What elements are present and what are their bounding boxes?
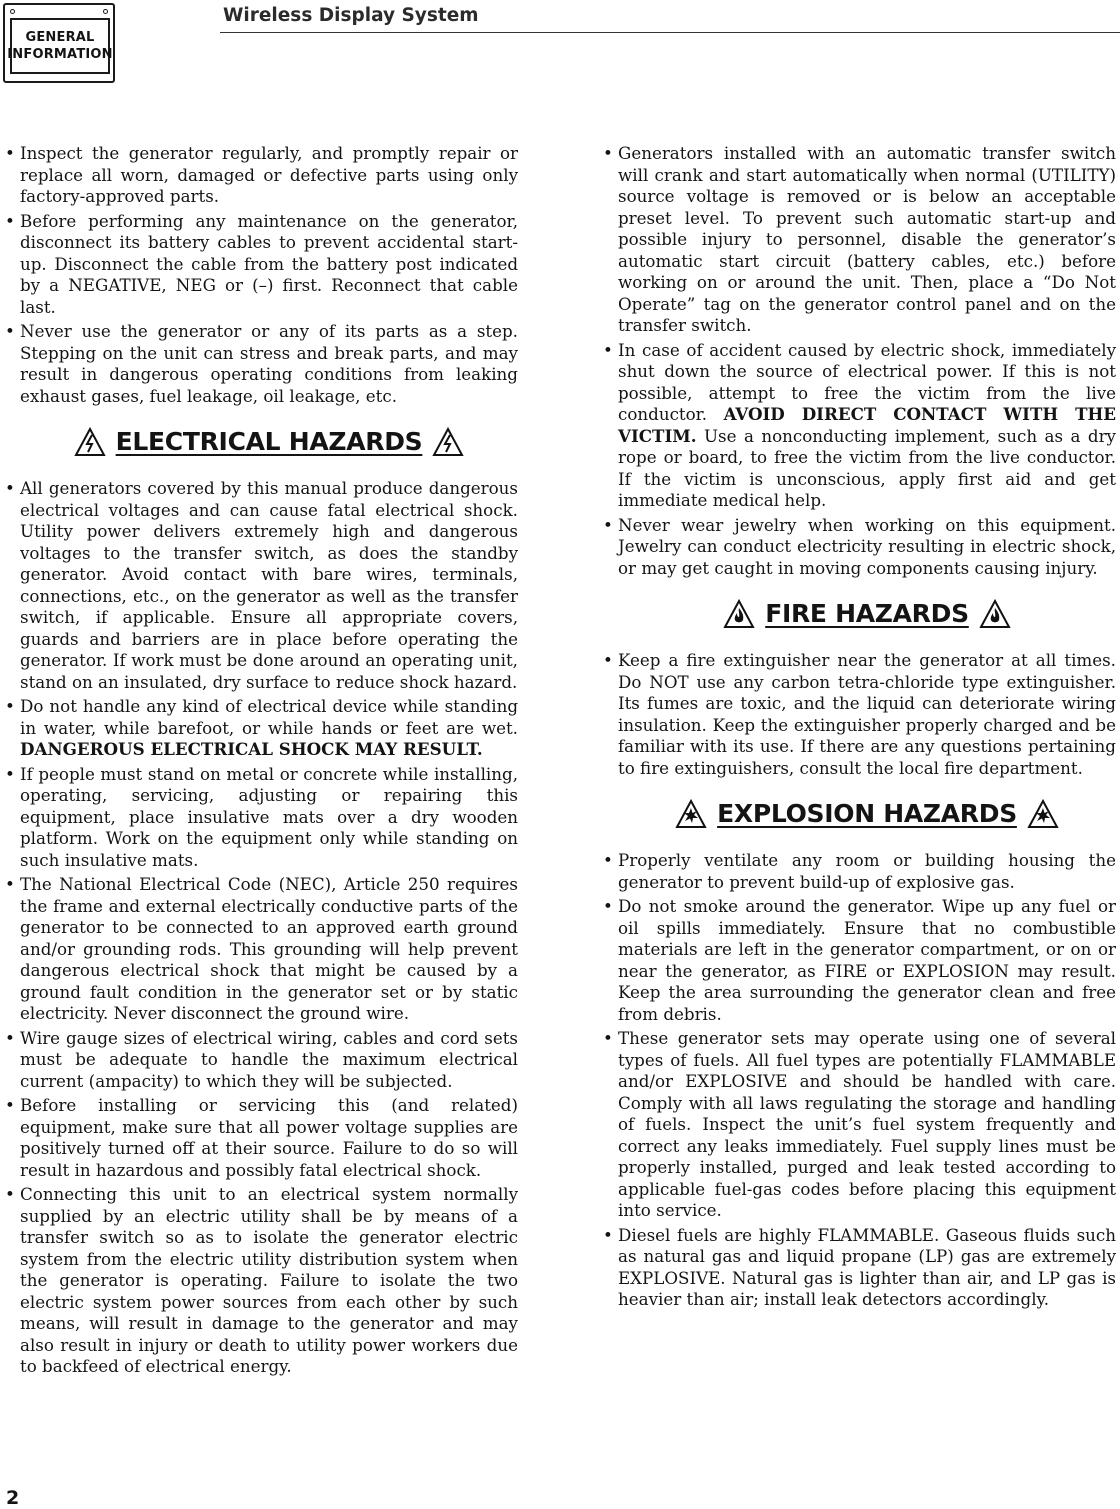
badge-line-2: INFORMATION	[7, 47, 113, 62]
list-item: • Before performing any maintenance on the generator, disconnect its battery cables to prevent accidental start-up. Disconnect the cable from the battery post indicated by a NEGATIVE, NEG or (–) first. Reconnect that cable last.	[5, 210, 518, 317]
badge-line-1: GENERAL	[25, 30, 95, 45]
list-item: • Inspect the generator regularly, and promptly repair or replace all worn, damaged or defective parts using only factory-approved parts.	[5, 143, 518, 206]
explosion-warning-icon	[1027, 799, 1059, 829]
list-item: • All generators covered by this manual produce dangerous electrical voltages and can cause fatal electrical shock. Utility power delivers extremely high and dangerous voltages to the transfer switch, as does the standby generator. Avoid contact with bare wires, terminals, connections, etc., on the generator as well as the transfer switch, if applicable. Ensure all appropriate covers, guards and barriers are in place before operating the generator. If work must be done around an operating unit, stand on an insulated, dry surface to reduce shock hazard.	[5, 478, 518, 692]
electric-shock-warning-icon	[74, 427, 106, 457]
list-item: • If people must stand on metal or concrete while installing, operating, servicing, adjusting or repairing this equipment, place insulative mats over a dry wooden platform. Work on the equipment only while standing on such insulative mats.	[5, 763, 518, 870]
explosion-hazards-title: EXPLOSION HAZARDS	[717, 799, 1017, 829]
badge-hole-right	[103, 9, 108, 14]
list-item: • Do not smoke around the generator. Wipe up any fuel or oil spills immediately. Ensure that no combustible materials are left in the generator compartment, or on or near the generator, as FIRE or EXPLOSION may result. Keep the area surrounding the generator clean and free from debris.	[603, 896, 1116, 1024]
list-item: • In case of accident caused by electric shock, immediately shut down the source of electrical power. If this is not possible, attempt to free the victim from the live conductor. AVOID DIRECT CONTACT WITH THE VICTIM. Use a nonconducting implement, such as a dry rope or board, to free the victim from the live conductor. If the victim is unconscious, apply first aid and get immediate medical help.	[603, 339, 1116, 510]
list-item: • Diesel fuels are highly FLAMMABLE. Gaseous fluids such as natural gas and liquid propane (LP) gas are extremely EXPLOSIVE. Natural gas is lighter than air, and LP gas is heavier than air; install leak detectors accordingly.	[603, 1224, 1116, 1309]
electrical-hazards-heading	[20, 422, 518, 462]
fire-warning-icon	[979, 599, 1011, 629]
general-information-badge	[3, 3, 115, 83]
electrical-hazards-title: ELECTRICAL HAZARDS	[115, 427, 423, 457]
badge-label	[7, 18, 113, 74]
fire-hazards-heading	[618, 594, 1116, 634]
page-number: 2	[6, 1487, 20, 1509]
right-column	[603, 143, 1116, 1314]
list-item: • Connecting this unit to an electrical system normally supplied by an electric utility shall be by means of a transfer switch so as to isolate the generator electric system from the electric utility distribution system when the generator is operating. Failure to isolate the two electric system power sources from each other by such means, will result in damage to the generator and may also result in injury or death to utility power workers due to backfeed of electrical energy.	[5, 1184, 518, 1376]
list-item: • Before installing or servicing this (and related) equipment, make sure that all power voltage supplies are positively turned off at their source. Failure to do so will result in hazardous and possibly fatal electrical shock.	[5, 1095, 518, 1180]
header-title: Wireless Display System	[223, 5, 479, 26]
electric-shock-warning-icon	[432, 427, 464, 457]
fire-hazards-title: FIRE HAZARDS	[765, 599, 969, 629]
list-item: • Never wear jewelry when working on this equipment. Jewelry can conduct electricity resulting in electric shock, or may get caught in moving components causing injury.	[603, 514, 1116, 578]
list-item: • Generators installed with an automatic transfer switch will crank and start automatically when normal (UTILITY) source voltage is removed or is below an acceptable preset level. To prevent such automatic start-up and possible injury to personnel, disable the generator’s automatic start circuit (battery cables, etc.) before working on or around the unit. Then, place a “Do Not Operate” tag on the generator control panel and on the transfer switch.	[603, 143, 1116, 335]
badge-hole-left	[10, 9, 15, 14]
list-item: • Keep a fire extinguisher near the generator at all times. Do NOT use any carbon tetra-chloride type extinguisher. Its fumes are toxic, and the liquid can deteriorate wiring insulation. Keep the extinguisher properly charged and be familiar with its use. If there are any questions pertaining to fire extinguishers, consult the local fire department.	[603, 650, 1116, 778]
list-item: • Do not handle any kind of electrical device while standing in water, while barefoot, or while hands or feet are wet. DANGEROUS ELECTRICAL SHOCK MAY RESULT.	[5, 696, 518, 759]
explosion-warning-icon	[675, 799, 707, 829]
list-item: • Never use the generator or any of its parts as a step. Stepping on the unit can stress and break parts, and may result in dangerous operating conditions from leaking exhaust gases, fuel leakage, oil leakage, etc.	[5, 321, 518, 406]
list-item: • These generator sets may operate using one of several types of fuels. All fuel types are potentially FLAMMABLE and/or EXPLOSIVE and should be handled with care. Comply with all laws regulating the storage and handling of fuels. Inspect the unit’s fuel system frequently and correct any leaks immediately. Fuel supply lines must be properly installed, purged and leak tested according to applicable fuel-gas codes before placing this equipment into service.	[603, 1028, 1116, 1220]
list-item: • The National Electrical Code (NEC), Article 250 requires the frame and external electrically conductive parts of the generator to be connected to an approved earth ground and/or grounding rods. This grounding will help prevent dangerous electrical shock that might be caused by a ground fault condition in the generator set or by static electricity. Never disconnect the ground wire.	[5, 874, 518, 1023]
list-item: • Properly ventilate any room or building housing the generator to prevent build-up of explosive gas.	[603, 850, 1116, 892]
list-item: • Wire gauge sizes of electrical wiring, cables and cord sets must be adequate to handle the maximum electrical current (ampacity) to which they will be subjected.	[5, 1027, 518, 1091]
left-column	[5, 143, 518, 1381]
header-rule	[220, 32, 1120, 33]
explosion-hazards-heading	[618, 794, 1116, 834]
fire-warning-icon	[723, 599, 755, 629]
